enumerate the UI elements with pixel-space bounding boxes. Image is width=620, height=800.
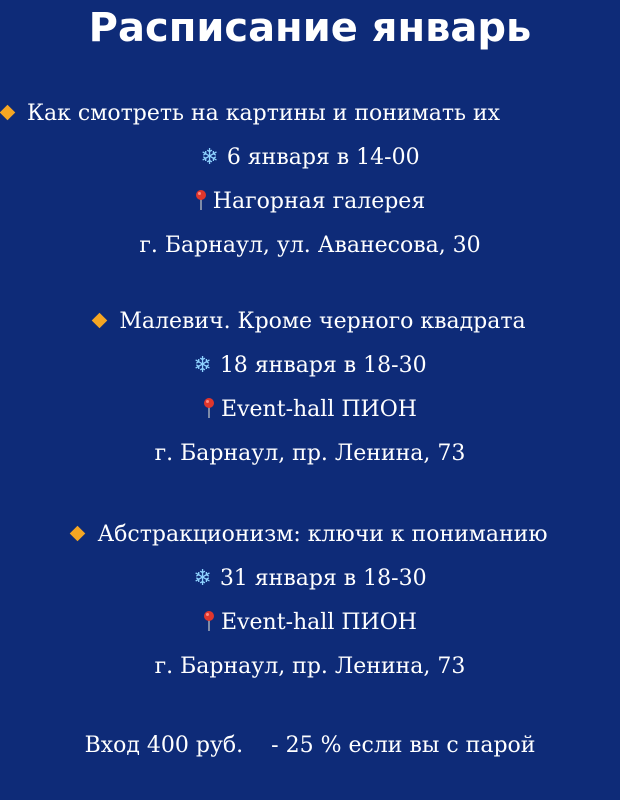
event-address: г. Барнаул, пр. Ленина, 73 <box>154 441 466 466</box>
event-block <box>0 300 620 476</box>
event-name-row <box>0 92 620 136</box>
event-block <box>0 92 620 268</box>
snowflake-icon: ❄ <box>200 145 219 170</box>
event-name: Абстракционизм: ключи к пониманию <box>97 522 548 547</box>
event-venue: Event-hall ПИОН <box>221 397 417 422</box>
event-address: г. Барнаул, ул. Аванесова, 30 <box>139 233 481 258</box>
event-name-row <box>0 513 620 557</box>
snowflake-icon: ❄ <box>193 353 212 378</box>
event-address-row <box>0 432 620 476</box>
event-venue: Event-hall ПИОН <box>221 610 417 635</box>
round-pushpin-icon <box>203 397 215 419</box>
event-date-row <box>0 136 620 180</box>
orange-diamond-icon <box>0 104 15 120</box>
event-address-row <box>0 645 620 689</box>
event-address-row <box>0 224 620 268</box>
event-address: г. Барнаул, пр. Ленина, 73 <box>154 654 466 679</box>
event-block <box>0 513 620 689</box>
event-date: 31 января в 18-30 <box>219 566 427 591</box>
event-date-row <box>0 557 620 601</box>
round-pushpin-icon <box>195 189 207 211</box>
price-text: Вход 400 руб. <box>84 733 244 758</box>
event-venue-row <box>0 601 620 645</box>
event-venue-row <box>0 180 620 224</box>
snowflake-icon: ❄ <box>193 566 212 591</box>
event-venue-row <box>0 388 620 432</box>
event-name: Малевич. Кроме черного квадрата <box>119 309 526 334</box>
orange-diamond-icon <box>92 312 108 328</box>
event-name: Как смотреть на картины и понимать их <box>27 101 501 126</box>
price-footer <box>0 726 620 766</box>
discount-text: - 25 % если вы с парой <box>271 733 536 758</box>
round-pushpin-icon <box>203 610 215 632</box>
event-name-row <box>0 300 620 344</box>
page-title: Расписание январь <box>88 5 532 51</box>
orange-diamond-icon <box>70 525 86 541</box>
event-date-row <box>0 344 620 388</box>
event-date: 18 января в 18-30 <box>219 353 427 378</box>
event-venue: Нагорная галерея <box>212 189 426 214</box>
event-date: 6 января в 14-00 <box>226 145 420 170</box>
